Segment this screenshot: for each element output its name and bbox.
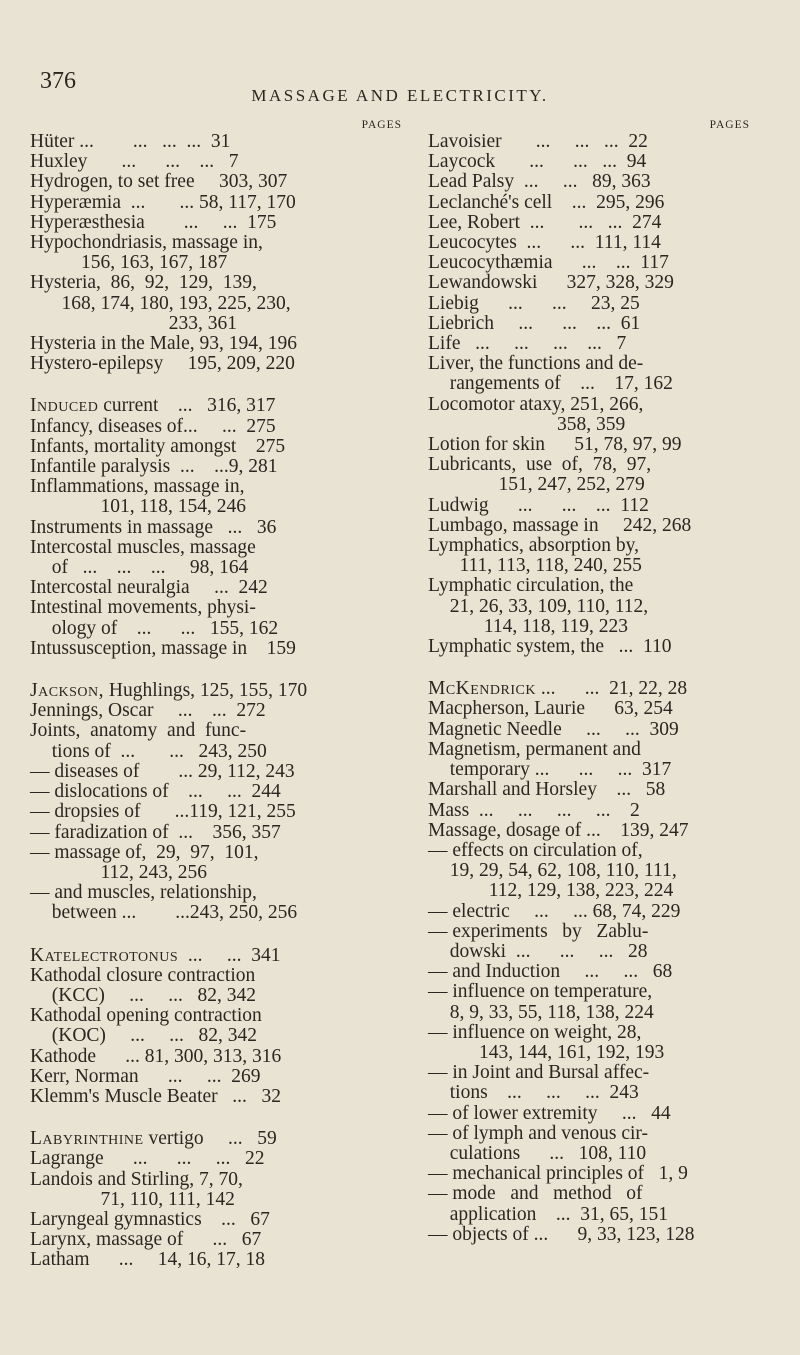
index-entry-text: Klemm's Muscle Beater ... 32 (30, 1085, 282, 1107)
index-entry-text: — influence on temperature, 8, 9, 33, 55, 118, 138, 224 (428, 981, 654, 1023)
index-entry (428, 253, 768, 273)
pages-label: PAGES (709, 119, 750, 131)
index-entry (428, 172, 768, 192)
index-entry (30, 233, 420, 273)
index-entry (428, 395, 768, 435)
index-entry (30, 172, 420, 192)
index-entry (30, 213, 420, 233)
index-entry-text: Landois and Stirling, 7, 70, 71, 110, 111, 142 (30, 1168, 243, 1210)
index-entry-text: Infantile paralysis ... ...9, 281 (30, 456, 278, 478)
index-letter-group (30, 132, 420, 374)
index-entry-lead: Labyrinthine (30, 1128, 144, 1150)
index-entry-text: — mechanical principles of 1, 9 (428, 1163, 688, 1185)
index-entry (428, 962, 768, 982)
index-entry-text: Life ... ... ... ... 7 (428, 333, 627, 355)
index-entry-text: Hüter ... ... ... ... 31 (30, 131, 231, 152)
index-entry-text: Kathodal opening contraction (KOC) ... ... 82, 342 (30, 1005, 262, 1047)
index-entry (30, 132, 420, 152)
index-entry-text: Lubricants, use of, 78, 97, 151, 247, 252, 279 (428, 454, 652, 496)
pages-label: PAGES (361, 119, 402, 131)
index-entry-text: Lymphatic system, the ... 110 (428, 636, 672, 658)
index-entry (428, 233, 768, 253)
index-entry (30, 802, 420, 822)
index-entry (428, 902, 768, 922)
index-entry (30, 762, 420, 782)
index-entry-text: — of lower extremity ... 44 (428, 1102, 671, 1124)
index-entry-text: Lee, Robert ... ... ... 274 (428, 211, 662, 233)
index-entry (428, 982, 768, 1022)
index-entry-text: — mode and method of application ... 31, 65, 151 (428, 1183, 669, 1225)
index-letter-group (30, 396, 420, 659)
index-entry-text: — influence on weight, 28, 143, 144, 161, 192, 193 (428, 1021, 665, 1063)
index-entry (30, 823, 420, 843)
index-entry-text: Locomotor ataxy, 251, 266, 358, 359 (428, 393, 644, 435)
index-entry-text: Marshall and Horsley ... 58 (428, 779, 666, 801)
index-entry (428, 354, 768, 394)
index-entry-text: — in Joint and Bursal affec- tions ... ... ... 243 (428, 1062, 650, 1104)
index-entry (428, 780, 768, 800)
index-letter-group (30, 1129, 420, 1270)
index-entry-text: Liebrich ... ... ... 61 (428, 312, 641, 334)
index-entry-text: Hughlings, 125, 155, 170 (104, 680, 308, 702)
index-entry-text: Infancy, diseases of... ... 275 (30, 415, 276, 437)
index-entry-text: Joints, anatomy and func- tions of ... ... 243, 250 (30, 720, 267, 762)
index-entry-text: Hysteria, 86, 92, 129, 139, 168, 174, 180, 193, 225, 230, 233, 361 (30, 272, 291, 334)
index-entry (30, 843, 420, 883)
index-entry-text: Hyperæmia ... ... 58, 117, 170 (30, 191, 296, 213)
index-entry-text: Magnetic Needle ... ... 309 (428, 718, 679, 740)
index-entry (428, 1184, 768, 1224)
index-entry-lead: Katelectrotonus (30, 944, 179, 966)
index-column-left (30, 120, 420, 1293)
index-entry (428, 273, 768, 293)
index-entry (30, 354, 420, 374)
index-entry-text: Hyperæsthesia ... ... 175 (30, 211, 277, 233)
index-entry (30, 1250, 420, 1270)
index-entry (428, 152, 768, 172)
index-entry (30, 1170, 420, 1210)
index-entry-text: Kerr, Norman ... ... 269 (30, 1065, 261, 1087)
index-entry-text: Ludwig ... ... ... 112 (428, 494, 649, 516)
index-entry (30, 1149, 420, 1169)
index-entry (30, 538, 420, 578)
index-entry (30, 193, 420, 213)
index-entry (428, 699, 768, 719)
index-entry-text: — objects of ... 9, 33, 123, 128 (428, 1223, 695, 1245)
index-entry-text: current ... 316, 317 (98, 395, 276, 417)
index-entry-lead: Jackson, (30, 680, 105, 702)
index-entry (428, 455, 768, 495)
index-entry-text: Latham ... 14, 16, 17, 18 (30, 1249, 266, 1271)
index-entry-text: Hystero-epilepsy 195, 209, 220 (30, 353, 295, 375)
index-entry-text: Instruments in massage ... 36 (30, 516, 277, 538)
index-entry (428, 213, 768, 233)
index-entry (30, 598, 420, 638)
index-entry (428, 1124, 768, 1164)
index-entry (428, 435, 768, 455)
index-entry (428, 193, 768, 213)
index-entry-text: — dislocations of ... ... 244 (30, 781, 281, 803)
index-entry (428, 314, 768, 334)
index-entry-text: Hysteria in the Male, 93, 194, 196 (30, 333, 297, 355)
index-entry-text: ... ... 21, 22, 28 (535, 678, 688, 700)
index-entry (428, 1023, 768, 1063)
index-entry-text: Leucocythæmia ... ... 117 (428, 252, 669, 274)
index-entry-text: Liver, the functions and de- rangements of ... 17, 162 (428, 353, 673, 395)
index-entry-text: Liebig ... ... 23, 25 (428, 292, 640, 314)
index-entry (428, 637, 768, 657)
index-entry-text: — of lymph and venous cir- culations ... 108, 110 (428, 1122, 649, 1164)
index-entry (30, 273, 420, 334)
index-entry-text: Lotion for skin 51, 78, 97, 99 (428, 434, 682, 456)
index-entry (428, 922, 768, 962)
index-entry (428, 841, 768, 902)
index-entry-text: — dropsies of ...119, 121, 255 (30, 801, 296, 823)
index-entry-text: — diseases of ... 29, 112, 243 (30, 760, 295, 782)
index-entry-text: Laycock ... ... ... 94 (428, 151, 647, 173)
index-entry (30, 518, 420, 538)
index-entry (30, 782, 420, 802)
index-entry (428, 516, 768, 536)
index-letter-group (30, 681, 420, 923)
index-entry-text: — electric ... ... 68, 74, 229 (428, 900, 681, 922)
index-entry (428, 294, 768, 314)
index-entry-text: — and Induction ... ... 68 (428, 961, 673, 983)
index-entry-text: Larynx, massage of ... 67 (30, 1229, 262, 1251)
index-entry-text: Magnetism, permanent and temporary ... ... ... 317 (428, 738, 672, 781)
index-entry (428, 536, 768, 576)
index-entry-text: Leucocytes ... ... 111, 114 (428, 232, 661, 254)
index-entry (30, 152, 420, 172)
index-entry-text: Laryngeal gymnastics ... 67 (30, 1208, 270, 1230)
index-entry (30, 639, 420, 659)
index-entry (428, 1164, 768, 1184)
index-entry-text: Kathode ... 81, 300, 313, 316 (30, 1045, 282, 1067)
index-entry (30, 477, 420, 517)
index-letter-group (428, 132, 768, 657)
index-entry-text: vertigo ... 59 (143, 1128, 277, 1150)
index-entry (30, 1129, 420, 1149)
index-entry (428, 679, 768, 699)
index-entry-lead: McKendrick (428, 678, 536, 700)
index-entry (428, 821, 768, 841)
index-entry-text: Intestinal movements, physi- ology of ... ... 155, 162 (30, 597, 279, 639)
index-entry (30, 1067, 420, 1087)
index-entry (428, 1104, 768, 1124)
index-entry (30, 1006, 420, 1046)
index-entry-text: — faradization of ... 356, 357 (30, 821, 281, 843)
index-entry-text: Hypochondriasis, massage in, 156, 163, 167, 187 (30, 232, 263, 274)
index-entry (30, 721, 420, 761)
running-head: MASSAGE AND ELECTRICITY. (251, 86, 549, 105)
index-entry (428, 801, 768, 821)
index-entry (30, 966, 420, 1006)
index-entry-text: Lead Palsy ... ... 89, 363 (428, 171, 651, 193)
index-entry (428, 576, 768, 637)
index-entry-text: Intussusception, massage in 159 (30, 637, 296, 659)
index-entry (30, 883, 420, 923)
index-entry-text: Lavoisier ... ... ... 22 (428, 131, 648, 152)
index-entry-text: ... ... 341 (178, 944, 281, 966)
index-entry-text: — effects on circulation of, 19, 29, 54, 62, 108, 110, 111, 112, 129, 138, 223, 224 (428, 839, 677, 902)
index-entry (30, 334, 420, 354)
index-entry-text: — massage of, 29, 97, 101, 112, 243, 256 (30, 841, 259, 883)
index-entry (428, 496, 768, 516)
index-entry (428, 334, 768, 354)
index-entry (30, 1230, 420, 1250)
index-entry-text: Jennings, Oscar ... ... 272 (30, 700, 266, 722)
index-entry (428, 720, 768, 740)
index-entry (30, 1087, 420, 1107)
index-entry (30, 578, 420, 598)
index-entry (428, 740, 768, 780)
index-entry-text: — and muscles, relationship, between ... ...243, 250, 256 (30, 882, 298, 924)
index-entry-text: Intercostal neuralgia ... 242 (30, 577, 268, 599)
index-entry-text: Infants, mortality amongst 275 (30, 435, 286, 457)
index-entry (428, 1225, 768, 1245)
index-entry (30, 396, 420, 416)
index-entry (30, 457, 420, 477)
index-entry-text: Massage, dosage of ... 139, 247 (428, 819, 689, 841)
index-entry-text: Intercostal muscles, massage of ... ... ... 98, 164 (30, 536, 256, 579)
index-entry (30, 417, 420, 437)
index-entry (30, 1210, 420, 1230)
index-entry-text: Lymphatic circulation, the 21, 26, 33, 109, 110, 112, 114, 118, 119, 223 (428, 575, 649, 637)
index-entry (30, 681, 420, 701)
index-entry (428, 1063, 768, 1103)
index-entry-text: Lewandowski 327, 328, 329 (428, 272, 674, 294)
index-entry-text: Kathodal closure contraction (KCC) ... ... 82, 342 (30, 964, 256, 1006)
index-letter-group (428, 679, 768, 1245)
index-entry-text: Lumbago, massage in 242, 268 (428, 514, 692, 536)
index-entry (30, 437, 420, 457)
index-entry-text: Leclanché's cell ... 295, 296 (428, 191, 665, 213)
index-entry-text: Mass ... ... ... ... 2 (428, 799, 640, 821)
index-entry-text: Hydrogen, to set free 303, 307 (30, 171, 288, 193)
index-entry-text: Inflammations, massage in, 101, 118, 154, 246 (30, 476, 247, 518)
index-column-right (428, 120, 768, 1267)
index-entry (428, 132, 768, 152)
index-entry-text: — experiments by Zablu- dowski ... ... ... 28 (428, 920, 649, 962)
index-entry-text: Huxley ... ... ... 7 (30, 151, 239, 173)
index-entry-text: Lymphatics, absorption by, 111, 113, 118, 240, 255 (428, 535, 642, 577)
index-entry-text: Macpherson, Laurie 63, 254 (428, 698, 673, 720)
index-entry (30, 1047, 420, 1067)
page-number: 376 (40, 68, 76, 94)
index-entry (30, 946, 420, 966)
index-entry-text: Lagrange ... ... ... 22 (30, 1148, 265, 1170)
index-letter-group (30, 946, 420, 1108)
index-entry-lead: Induced (30, 395, 99, 417)
index-entry (30, 701, 420, 721)
